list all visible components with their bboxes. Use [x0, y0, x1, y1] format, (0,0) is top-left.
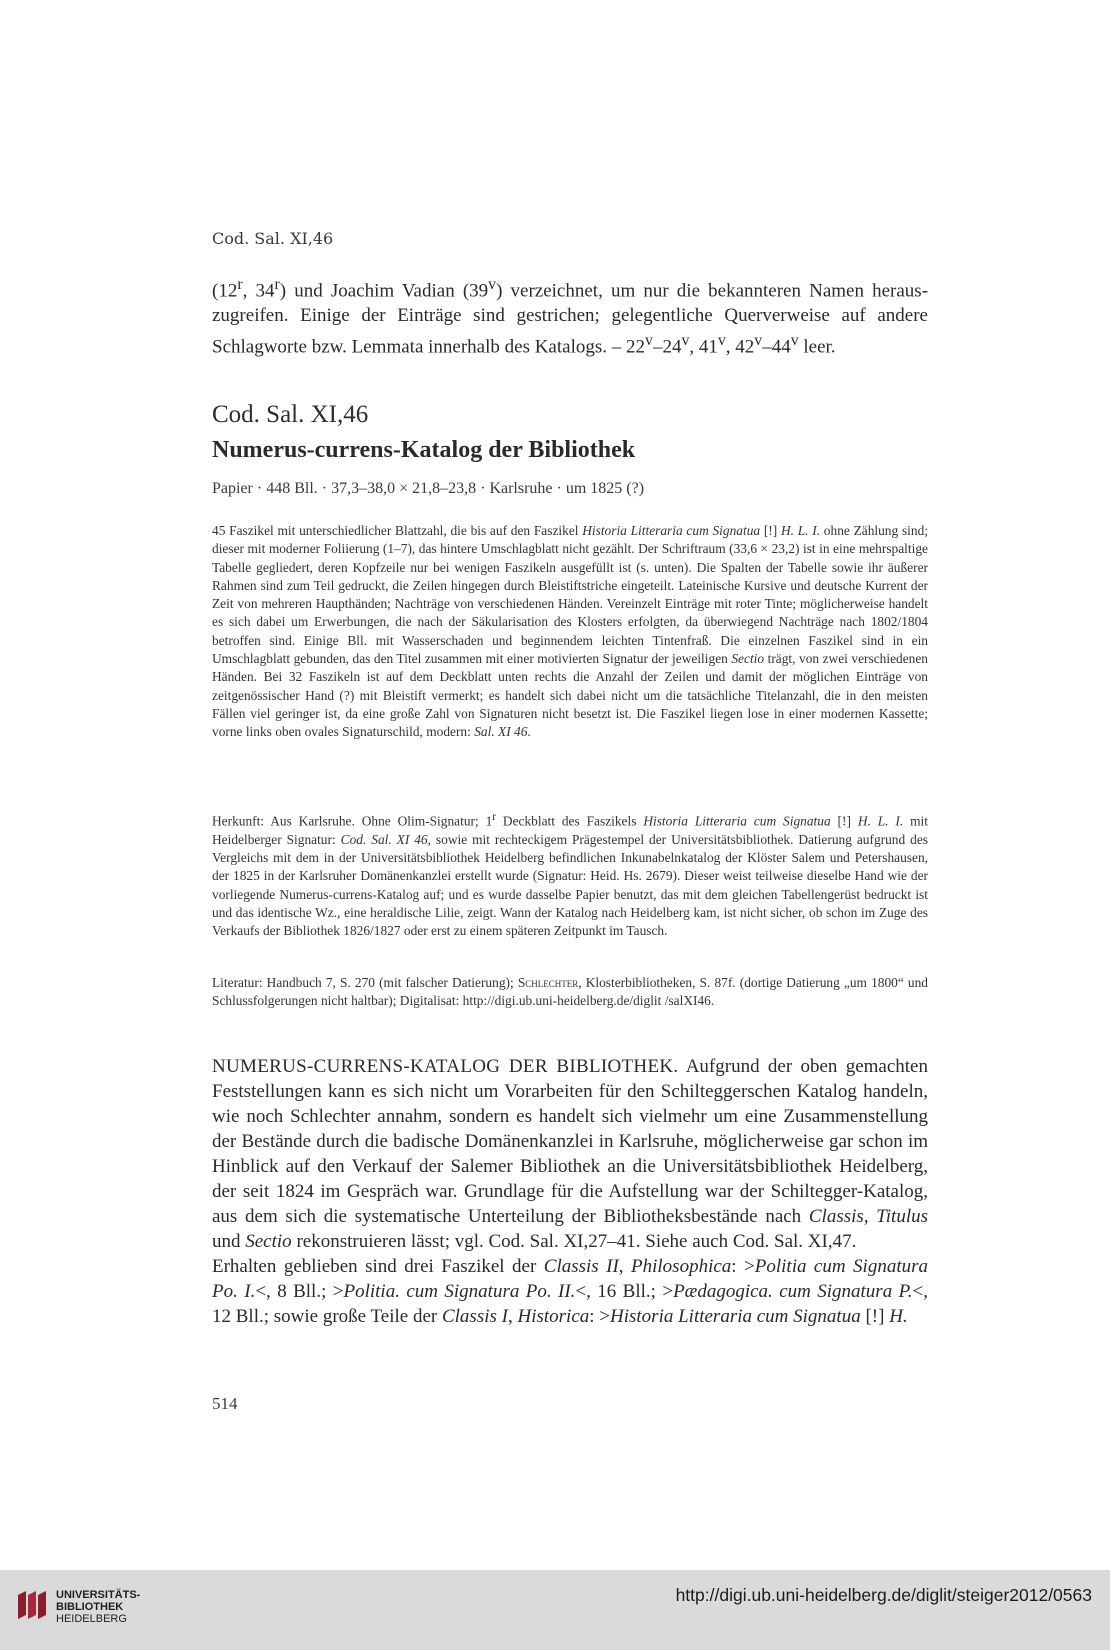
description-paragraph: 45 Faszikel mit unterschiedlicher Blattzahl, die bis auf den Faszikel Historia Litteraria cum Signatua [!] H. L. I. ohne Zählung sind; dieser mit moderner Foliierung (1–7), das hintere Umschlagblatt nicht gezählt. Der Schriftraum (33,6 × 23,2) ist in eine mehrspaltige Tabelle gegliedert, deren Kopfzeile nur bei wenigen Faszikeln ausgefüllt ist (s. unten). Die Spalten der Tabelle sowie ihr äußerer Rahmen sind zum Teil gedruckt, die Zeilen hingegen durch Bleistiftstriche eingeteilt. Lateinische Kursive und deutsche Kurrent der Zeit von mehreren Haupthänden; Nachträge von verschiedenen Händen. Vereinzelt Einträge mit roter Tinte; möglicherweise handelt es sich dabei um Erwerbungen, die nach der Säkularisation des Klosters erfolgten, da überwiegend Nachträge nach 1802/1804 betroffen sind. Einige Bll. mit Wasserschaden und beginnendem leichten Tintenfraß. Die einzelnen Faszikel sind in ein Umschlagblatt gebunden, das den Titel zusammen mit einer motivierten Signatur der jeweiligen Sectio trägt, von zwei verschiedenen Händen. Bei 32 Faszikeln ist auf dem Deckblatt unten rechts die Anzahl der Zeilen und damit der möglichen Einträge von zeitgenössischer Hand (?) mit Bleistift vermerkt; es handelt sich dabei nicht um die tatsächliche Titelanzahl, die in den meisten Fällen viel geringer ist, da eine große Zahl von Signaturen nicht besetzt ist. Die Faszikel liegen lose in einer modernen Kassette; vorne links oben ovales Signaturschild, modern: Sal. XI 46. — [212, 523, 928, 740]
body-text — [212, 1054, 928, 1329]
library-logo-icon — [14, 1589, 50, 1623]
footer-bar — [0, 1570, 1110, 1650]
entry-meta: Papier · 448 Bll. · 37,3–38,0 × 21,8–23,8 · Karlsruhe · um 1825 (?) — [212, 480, 645, 497]
provenance-paragraph: Herkunft: Aus Karlsruhe. Ohne Olim-Signatur; 1$^r$ Deckblatt des Faszikels Historia Litteraria cum Signatua [!] H. L. I. mit Heidelberger Signatur: Cod. Sal. XI 46, sowie mit rechteckigem Prägestempel der Universitätsbibliothek. Datierung aufgrund des Vergleichs mit dem in der Universitätsbibliothek Heidelberg befindlichen Inkunabelnkatalog der Klöster Salem und Petershausen, der 1825 in der Karlsruher Domänenkanzlei erstellt wurde (Signatur: Heid. Hs. 2679). Dieser weist teilweise dieselbe Hand wie der vorliegende Numerus-currens-Katalog auf; und es wurde dasselbe Papier benutzt, das mit dem gleichen Tabellengerüst bedruckt ist und das identische Wz., eine heraldische Lilie, zeigt. Wann der Katalog nach Heidelberg kam, ist nicht sicher, ob schon im Zuge des Verkaufs der Bibliothek 1826/1827 oder erst zu einem späteren Zeitpunkt im Tausch. — [212, 811, 928, 939]
entry-title: Numerus-currens-Katalog der Bibliothek — [212, 437, 636, 463]
page-number: 514 — [212, 1394, 238, 1413]
intro-paragraph: (12$^r$, 34$^r$) und Joachim Vadian (39$^v$) verzeichnet, um nur die bekannteren Namen herauszugreifen. Einige der Einträge sind gestrichen; gelegentliche Querverweise auf andere Schlagworte bzw. Lemmata innerhalb des Katalogs. – 22$^v$–24$^v$, 41$^v$, 42$^v$–44$^v$ leer. — [212, 276, 929, 358]
body-paragraph-2: Erhalten geblieben sind drei Faszikel der Classis II, Philosophica: >Politia cum Signatura Po. I.<, 8 Bll.; >Politia. cum Signatura Po. II.<, 16 Bll.; >Pædagogica. cum Signatura P.<, 12 Bll.; sowie große Teile der Classis I, Historica: >Historia Litteraria cum Signatua [!] H. — [212, 1256, 928, 1327]
literature-paragraph: Literatur: Handbuch 7, S. 270 (mit falscher Datierung); Schlechter, Klosterbibliotheken, S. 87f. (dortige Datierung „um 1800“ und Schlussfolgerungen nicht haltbar); Digitalisat: http://digi.ub.uni-heidelberg.de/diglit /salXI46. — [212, 975, 928, 1009]
page-url-link[interactable]: http://digi.ub.uni-heidelberg.de/diglit/steiger2012/0563 — [675, 1585, 1092, 1605]
entry-shelfmark: Cod. Sal. XI,46 — [212, 401, 369, 428]
running-head: Cod. Sal. XI,46 — [212, 229, 334, 248]
library-logo-text: UNIVERSITÄTS- BIBLIOTHEK HEIDELBERG — [56, 1589, 141, 1625]
body-paragraph-1: NUMERUS-CURRENS-KATALOG DER BIBLIOTHEK. Aufgrund der oben gemachten Feststellungen kann es sich nicht um Vorarbeiten für den Schilteggerschen Katalog handeln, wie noch Schlechter annahm, sondern es handelt sich vielmehr um eine Zusammenstellung der Bestände durch die badische Domänenkanzlei in Karlsruhe, möglicherweise gar schon im Hinblick auf den Verkauf der Salemer Bibliothek an die Universitätsbibliothek Heidelberg, der seit 1824 im Gespräch war. Grundlage für die Aufstellung war der Schiltegger-Katalog, aus dem sich die systematische Unterteilung der Bibliotheksbestände nach Classis, Titulus und Sectio rekonstruieren lässt; vgl. Cod. Sal. XI,27–41. Siehe auch Cod. Sal. XI,47. — [212, 1056, 928, 1252]
